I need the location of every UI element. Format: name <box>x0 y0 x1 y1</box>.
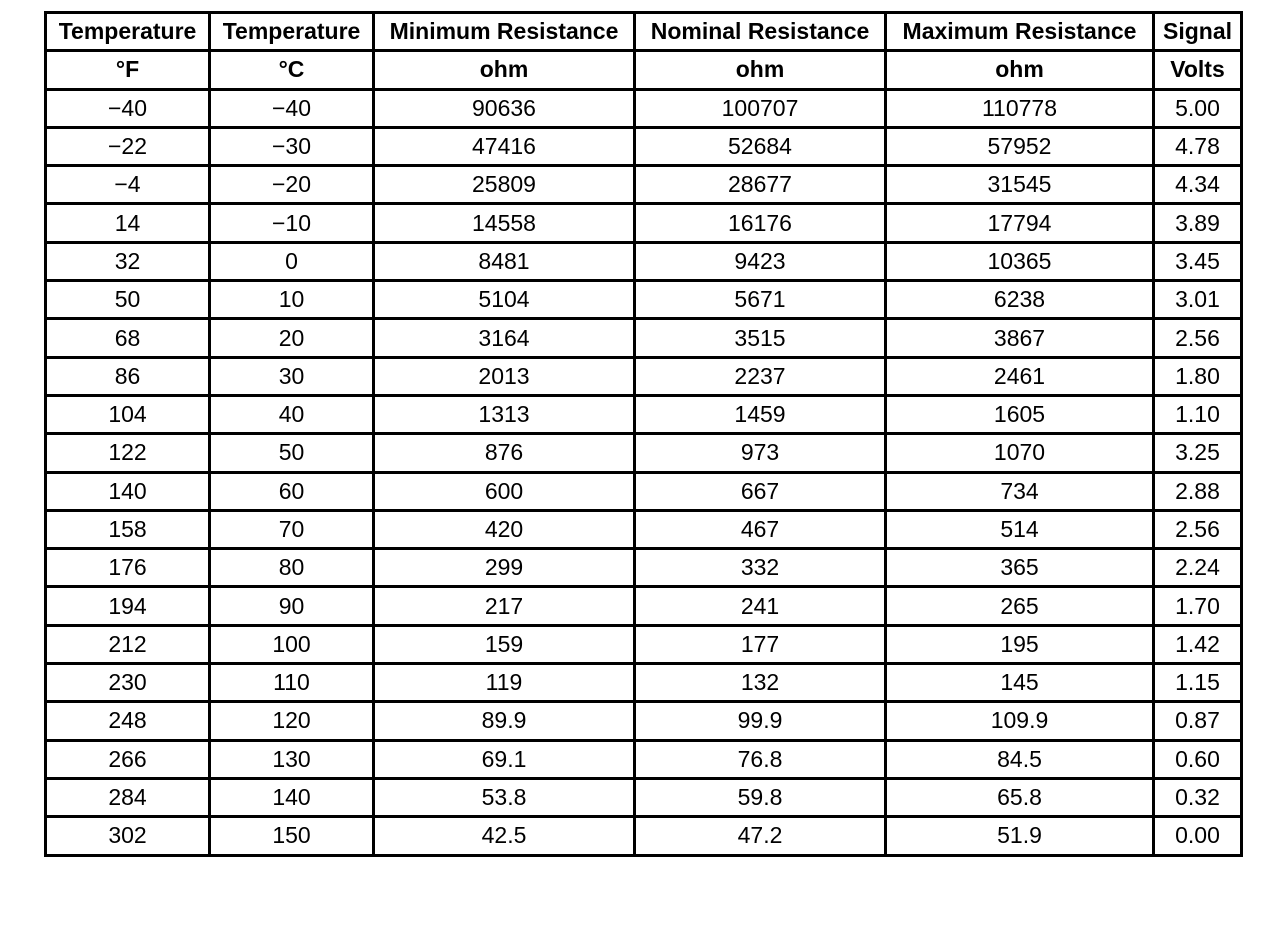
cell-signal-volts: 0.87 <box>1154 702 1242 740</box>
cell-nominal-resistance: 16176 <box>635 204 886 242</box>
unit-ohm-nominal: ohm <box>635 51 886 89</box>
header-row-titles <box>46 13 1242 51</box>
cell-max-resistance: 2461 <box>886 357 1154 395</box>
cell-temp-c: 150 <box>210 817 374 855</box>
table-row <box>46 434 1242 472</box>
cell-temp-c: 110 <box>210 664 374 702</box>
cell-signal-volts: 0.60 <box>1154 740 1242 778</box>
cell-temp-f: 122 <box>46 434 210 472</box>
table-row <box>46 281 1242 319</box>
cell-min-resistance: 8481 <box>374 242 635 280</box>
cell-max-resistance: 365 <box>886 549 1154 587</box>
cell-max-resistance: 65.8 <box>886 778 1154 816</box>
cell-signal-volts: 2.88 <box>1154 472 1242 510</box>
cell-max-resistance: 10365 <box>886 242 1154 280</box>
table-row <box>46 549 1242 587</box>
table-row <box>46 204 1242 242</box>
cell-temp-c: 40 <box>210 395 374 433</box>
cell-temp-c: 80 <box>210 549 374 587</box>
cell-min-resistance: 600 <box>374 472 635 510</box>
cell-nominal-resistance: 467 <box>635 510 886 548</box>
cell-max-resistance: 1070 <box>886 434 1154 472</box>
cell-temp-c: 50 <box>210 434 374 472</box>
cell-temp-c: −40 <box>210 89 374 127</box>
cell-nominal-resistance: 1459 <box>635 395 886 433</box>
table-row <box>46 625 1242 663</box>
table-row <box>46 89 1242 127</box>
cell-min-resistance: 420 <box>374 510 635 548</box>
cell-temp-c: 60 <box>210 472 374 510</box>
cell-max-resistance: 110778 <box>886 89 1154 127</box>
cell-nominal-resistance: 99.9 <box>635 702 886 740</box>
cell-temp-c: −20 <box>210 166 374 204</box>
unit-ohm-min: ohm <box>374 51 635 89</box>
cell-temp-c: 120 <box>210 702 374 740</box>
cell-signal-volts: 4.78 <box>1154 127 1242 165</box>
cell-nominal-resistance: 59.8 <box>635 778 886 816</box>
cell-temp-f: 68 <box>46 319 210 357</box>
cell-temp-f: 194 <box>46 587 210 625</box>
cell-signal-volts: 2.24 <box>1154 549 1242 587</box>
cell-temp-f: 284 <box>46 778 210 816</box>
cell-temp-f: −4 <box>46 166 210 204</box>
cell-max-resistance: 51.9 <box>886 817 1154 855</box>
header-temperature-f: Temperature <box>46 13 210 51</box>
cell-temp-f: 14 <box>46 204 210 242</box>
cell-temp-f: 86 <box>46 357 210 395</box>
cell-temp-f: 104 <box>46 395 210 433</box>
cell-signal-volts: 3.01 <box>1154 281 1242 319</box>
cell-signal-volts: 2.56 <box>1154 510 1242 548</box>
table-row <box>46 357 1242 395</box>
cell-min-resistance: 90636 <box>374 89 635 127</box>
cell-max-resistance: 514 <box>886 510 1154 548</box>
cell-nominal-resistance: 47.2 <box>635 817 886 855</box>
cell-min-resistance: 14558 <box>374 204 635 242</box>
cell-nominal-resistance: 3515 <box>635 319 886 357</box>
table-row <box>46 702 1242 740</box>
cell-temp-f: 140 <box>46 472 210 510</box>
table-row <box>46 510 1242 548</box>
cell-max-resistance: 17794 <box>886 204 1154 242</box>
header-temperature-c: Temperature <box>210 13 374 51</box>
cell-nominal-resistance: 52684 <box>635 127 886 165</box>
table-row <box>46 587 1242 625</box>
cell-min-resistance: 876 <box>374 434 635 472</box>
cell-max-resistance: 3867 <box>886 319 1154 357</box>
temperature-resistance-table <box>44 11 1243 857</box>
cell-temp-c: 140 <box>210 778 374 816</box>
cell-min-resistance: 89.9 <box>374 702 635 740</box>
cell-min-resistance: 217 <box>374 587 635 625</box>
cell-nominal-resistance: 132 <box>635 664 886 702</box>
unit-volts: Volts <box>1154 51 1242 89</box>
cell-signal-volts: 3.45 <box>1154 242 1242 280</box>
cell-max-resistance: 265 <box>886 587 1154 625</box>
table-row <box>46 242 1242 280</box>
cell-temp-f: 50 <box>46 281 210 319</box>
cell-signal-volts: 1.10 <box>1154 395 1242 433</box>
cell-temp-f: −40 <box>46 89 210 127</box>
cell-min-resistance: 1313 <box>374 395 635 433</box>
table-row <box>46 166 1242 204</box>
cell-temp-f: −22 <box>46 127 210 165</box>
cell-temp-c: 10 <box>210 281 374 319</box>
cell-signal-volts: 0.32 <box>1154 778 1242 816</box>
unit-ohm-max: ohm <box>886 51 1154 89</box>
unit-celsius: °C <box>210 51 374 89</box>
cell-nominal-resistance: 177 <box>635 625 886 663</box>
cell-signal-volts: 5.00 <box>1154 89 1242 127</box>
cell-signal-volts: 0.00 <box>1154 817 1242 855</box>
unit-fahrenheit: °F <box>46 51 210 89</box>
table-row <box>46 740 1242 778</box>
cell-temp-f: 302 <box>46 817 210 855</box>
cell-temp-f: 158 <box>46 510 210 548</box>
cell-temp-c: 70 <box>210 510 374 548</box>
cell-nominal-resistance: 667 <box>635 472 886 510</box>
table-row <box>46 472 1242 510</box>
cell-temp-c: 20 <box>210 319 374 357</box>
cell-temp-f: 266 <box>46 740 210 778</box>
header-row-units <box>46 51 1242 89</box>
cell-temp-f: 212 <box>46 625 210 663</box>
header-nominal-resistance: Nominal Resistance <box>635 13 886 51</box>
cell-temp-c: 90 <box>210 587 374 625</box>
cell-signal-volts: 4.34 <box>1154 166 1242 204</box>
cell-nominal-resistance: 241 <box>635 587 886 625</box>
cell-nominal-resistance: 2237 <box>635 357 886 395</box>
cell-max-resistance: 31545 <box>886 166 1154 204</box>
cell-signal-volts: 1.80 <box>1154 357 1242 395</box>
cell-max-resistance: 84.5 <box>886 740 1154 778</box>
cell-signal-volts: 3.89 <box>1154 204 1242 242</box>
table-row <box>46 127 1242 165</box>
cell-min-resistance: 53.8 <box>374 778 635 816</box>
cell-max-resistance: 145 <box>886 664 1154 702</box>
header-maximum-resistance: Maximum Resistance <box>886 13 1154 51</box>
cell-min-resistance: 69.1 <box>374 740 635 778</box>
header-minimum-resistance: Minimum Resistance <box>374 13 635 51</box>
cell-nominal-resistance: 28677 <box>635 166 886 204</box>
cell-signal-volts: 1.70 <box>1154 587 1242 625</box>
cell-temp-c: 30 <box>210 357 374 395</box>
cell-nominal-resistance: 5671 <box>635 281 886 319</box>
table-row <box>46 395 1242 433</box>
cell-signal-volts: 3.25 <box>1154 434 1242 472</box>
cell-min-resistance: 2013 <box>374 357 635 395</box>
cell-signal-volts: 2.56 <box>1154 319 1242 357</box>
cell-min-resistance: 3164 <box>374 319 635 357</box>
cell-temp-c: 130 <box>210 740 374 778</box>
table-row <box>46 664 1242 702</box>
cell-temp-f: 176 <box>46 549 210 587</box>
cell-max-resistance: 195 <box>886 625 1154 663</box>
cell-min-resistance: 5104 <box>374 281 635 319</box>
cell-nominal-resistance: 9423 <box>635 242 886 280</box>
cell-nominal-resistance: 973 <box>635 434 886 472</box>
cell-max-resistance: 734 <box>886 472 1154 510</box>
cell-temp-f: 32 <box>46 242 210 280</box>
cell-min-resistance: 42.5 <box>374 817 635 855</box>
cell-max-resistance: 109.9 <box>886 702 1154 740</box>
cell-nominal-resistance: 76.8 <box>635 740 886 778</box>
cell-max-resistance: 6238 <box>886 281 1154 319</box>
cell-min-resistance: 25809 <box>374 166 635 204</box>
header-signal: Signal <box>1154 13 1242 51</box>
cell-temp-f: 248 <box>46 702 210 740</box>
cell-min-resistance: 299 <box>374 549 635 587</box>
cell-temp-c: −10 <box>210 204 374 242</box>
cell-temp-f: 230 <box>46 664 210 702</box>
cell-temp-c: 100 <box>210 625 374 663</box>
table-row <box>46 778 1242 816</box>
cell-signal-volts: 1.15 <box>1154 664 1242 702</box>
table-row <box>46 817 1242 855</box>
cell-temp-c: 0 <box>210 242 374 280</box>
cell-signal-volts: 1.42 <box>1154 625 1242 663</box>
cell-max-resistance: 1605 <box>886 395 1154 433</box>
cell-min-resistance: 159 <box>374 625 635 663</box>
table-header <box>46 13 1242 90</box>
cell-min-resistance: 47416 <box>374 127 635 165</box>
cell-temp-c: −30 <box>210 127 374 165</box>
cell-max-resistance: 57952 <box>886 127 1154 165</box>
table-body <box>46 89 1242 855</box>
table-row <box>46 319 1242 357</box>
cell-nominal-resistance: 100707 <box>635 89 886 127</box>
cell-min-resistance: 119 <box>374 664 635 702</box>
cell-nominal-resistance: 332 <box>635 549 886 587</box>
